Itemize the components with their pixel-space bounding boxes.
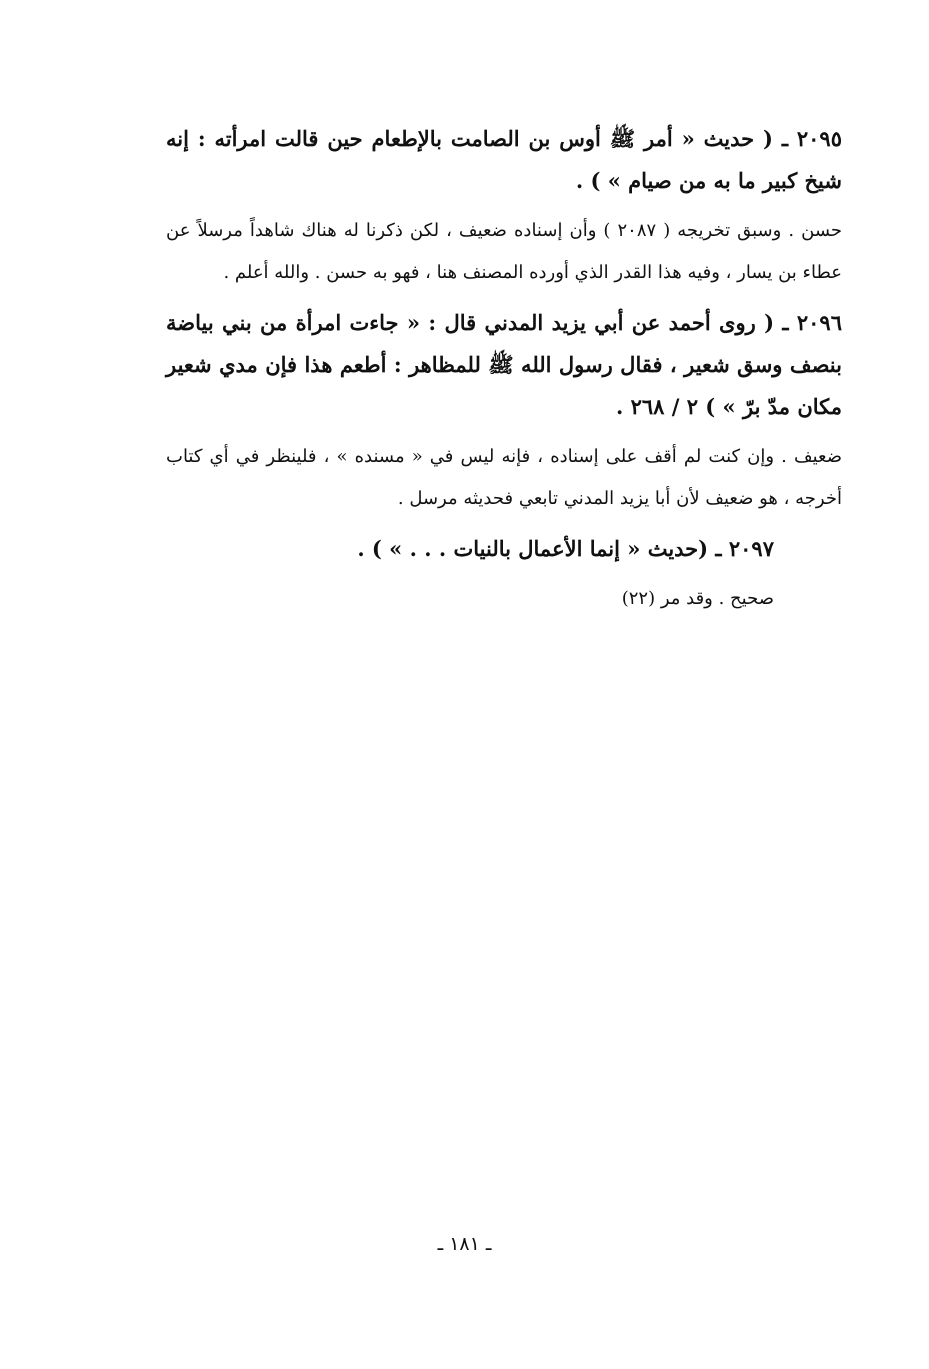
page-content (166, 118, 842, 628)
hadith-2095-grading: حسن . وسبق تخريجه ( ٢٠٨٧ ) وأن إسناده ضعيف ، لكن ذكرنا له هناك شاهداً مرسلاً عن عطاء بن يسار ، وفيه هذا القدر الذي أورده المصنف هنا ، فهو به حسن . والله أعلم . (166, 220, 843, 283)
page-number: ـ ١٨١ ـ (437, 1233, 492, 1255)
hadith-2096-text: ٢٠٩٦ ـ ( روى أحمد عن أبي يزيد المدني قال : « جاءت امرأة من بني بياضة بنصف وسق شعير ، فقال رسول الله ﷺ للمظاهر : أطعم هذا فإن مدي شعير مكان مدّ برّ » ) ٢ / ٢٦٨ . (166, 310, 842, 419)
hadith-2097-text: ٢٠٩٧ ـ (حديث « إنما الأعمال بالنيات . . . » ) . (357, 536, 774, 561)
hadith-2096-grading: ضعيف . وإن كنت لم أقف على إسناده ، فإنه ليس في « مسنده » ، فلينظر في أي كتاب أخرجه ، هو ضعيف لأن أبا يزيد المدني تابعي فحديثه مرسل . (166, 446, 842, 509)
hadith-2097-grading: صحيح . وقد مر (٢٢) (621, 588, 774, 609)
hadith-2095-text: ٢٠٩٥ ـ ( حديث « أمر ﷺ أوس بن الصامت بالإطعام حين قالت امرأته : إنه شيخ كبير ما به من صيام » ) . (166, 126, 842, 193)
